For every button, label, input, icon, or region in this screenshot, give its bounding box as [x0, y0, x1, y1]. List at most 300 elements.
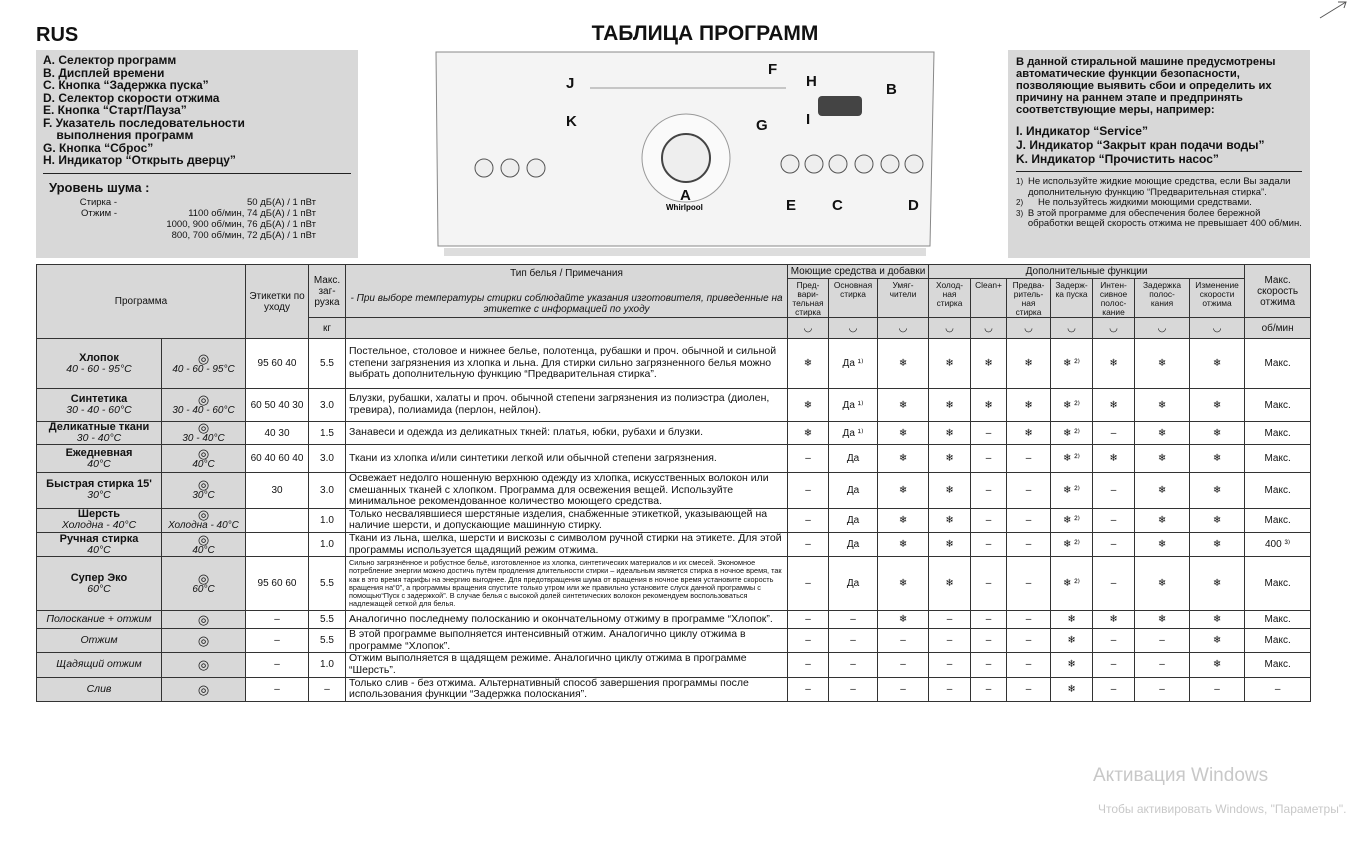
program-description: Только несвалявшиеся шерстяные изделия, снабженные этикеткой, указывающей на наличие шерсти, и допускающие машинную стирку.: [346, 508, 788, 532]
option-value: ❄: [929, 473, 971, 509]
table-row: [37, 677, 1311, 701]
table-row: [37, 473, 1311, 509]
noise-label: Стирка -: [79, 196, 117, 208]
footnote-text: Не используйте жидкие моющие средства, если Вы задали дополнительную функцию “Предварительная стирка”.: [1027, 176, 1291, 198]
option-value: ❄: [1135, 508, 1190, 532]
option-value: ❄: [929, 422, 971, 445]
option-value: –: [1093, 653, 1135, 677]
option-icon: ◡: [929, 318, 971, 339]
option-value: –: [1093, 508, 1135, 532]
legend-box: [36, 50, 358, 258]
option-icon: ◡: [788, 318, 829, 339]
option-value: ❄: [1135, 557, 1190, 611]
program-icon: ◎: [197, 633, 210, 649]
option-value: ❄: [971, 339, 1007, 389]
option-value: –: [788, 445, 829, 473]
program-title: Деликатные ткани: [48, 421, 150, 433]
option-value: ❄: [1051, 653, 1093, 677]
program-icon: ◎: [197, 612, 210, 628]
option-value: ❄: [1190, 629, 1245, 653]
legend-item: B. Дисплей времени: [43, 65, 165, 80]
option-value: Макс.: [1245, 445, 1311, 473]
max-load: 1.5: [309, 422, 346, 445]
table-row: [37, 653, 1311, 677]
header-care: Этикетки по уходу: [246, 265, 309, 339]
option-value: Да: [829, 445, 878, 473]
option-value: –: [971, 532, 1007, 556]
program-title: Полоскание + отжим: [46, 613, 152, 626]
option-value: Да ¹⁾: [829, 422, 878, 445]
program-name: [37, 508, 162, 532]
option-value: –: [1007, 557, 1051, 611]
care-labels: [246, 508, 309, 532]
header-row: [37, 265, 1311, 279]
footnote: [1016, 177, 1302, 198]
care-labels: –: [246, 677, 309, 701]
care-labels: 60 50 40 30: [246, 389, 309, 422]
option-value: –: [1190, 677, 1245, 701]
program-title: Щадящий отжим: [56, 658, 142, 671]
option-value: ❄: [929, 339, 971, 389]
max-load: 3.0: [309, 445, 346, 473]
program-icon: ◎: [197, 507, 210, 523]
option-value: ❄: [878, 422, 929, 445]
option-value: –: [829, 629, 878, 653]
brand-logo: Whirlpool: [666, 203, 703, 212]
label-a: A: [680, 187, 691, 204]
legend-item: A. Селектор программ: [43, 53, 177, 67]
max-load: 1.0: [309, 532, 346, 556]
option-value: –: [1135, 677, 1190, 701]
option-value: –: [1093, 629, 1135, 653]
label-b: B: [886, 81, 897, 98]
program-title: Синтетика: [70, 393, 128, 405]
program-icon-cell: [162, 557, 246, 611]
legend-item: D. Селектор скорости отжима: [43, 90, 220, 105]
option-icon: ◡: [1135, 318, 1190, 339]
option-value: –: [1135, 629, 1190, 653]
option-icon: ◡: [1051, 318, 1093, 339]
option-value: ❄ ²⁾: [1051, 557, 1093, 611]
program-name: [37, 339, 162, 389]
header-detergents: Моющие средства и добавки: [788, 265, 929, 279]
table-row: [37, 389, 1311, 422]
program-temp: 60°C: [87, 582, 111, 595]
spin-unit: об/мин: [1245, 318, 1311, 339]
program-table: [36, 264, 1311, 702]
program-description: Отжим выполняется в щадящем режиме. Аналогично циклу отжима в программе “Шерсть”.: [346, 653, 788, 677]
option-value: Макс.: [1245, 508, 1311, 532]
option-value: –: [878, 629, 929, 653]
program-icon: ◎: [197, 350, 210, 366]
care-labels: 95 60 40: [246, 339, 309, 389]
option-value: ❄: [1093, 611, 1135, 629]
table-row: [37, 422, 1311, 445]
legend-item: H. Индикатор “Открыть дверцу”: [43, 153, 236, 167]
indicator-item: K. Индикатор “Прочистить насос”: [1016, 152, 1219, 166]
option-value: ❄: [878, 532, 929, 556]
option-value: ❄ ²⁾: [1051, 389, 1093, 422]
option-value: Макс.: [1245, 611, 1311, 629]
option-value: –: [1093, 557, 1135, 611]
program-temp: 30 - 40 - 60°C: [66, 404, 132, 416]
option-value: ❄: [878, 389, 929, 422]
program-icon-cell: [162, 422, 246, 445]
option-value: Макс.: [1245, 629, 1311, 653]
option-value: –: [1007, 532, 1051, 556]
option-value: –: [1245, 677, 1311, 701]
noise-value: 50 дБ(A) / 1 пВт: [246, 196, 316, 208]
program-name: [37, 629, 162, 653]
program-description: Сильно загрязнённое и робустное бельё, изготовленное из хлопка, синтетических материалов и их смесей. Экономное потребление энергии можно достичь путём продления длительности стирки – идеальным является стирка в ночное время, так как в это время тарифы на энергию выгоднее. Для предотвращения шума от вращения в ночное время установите скорость вращения на“0”, а программы вращения спустите только утром или же правильно установите слуск данной программы с помощью“Пуск с задержкой”. В случае белья с высокой долей синтетических волокон рекомендуем воспользоваться надлежащей сеткой для белья.: [346, 557, 788, 611]
table-row: [37, 445, 1311, 473]
program-icon-cell: [162, 653, 246, 677]
table-row: [37, 557, 1311, 611]
option-value: ❄ ²⁾: [1051, 422, 1093, 445]
option-value: –: [788, 473, 829, 509]
header-spin: Макс. скорость отжима: [1245, 265, 1311, 318]
program-icon-temp: 30 - 40 - 60°C: [172, 405, 235, 416]
option-value: ❄: [1135, 532, 1190, 556]
noise-value: 1000, 900 об/мин, 76 дБ(A) / 1 пВт: [166, 218, 316, 230]
option-value: ❄: [929, 508, 971, 532]
option-value: ❄: [1190, 557, 1245, 611]
program-title: Слив: [86, 682, 112, 695]
label-h: H: [806, 73, 817, 90]
option-value: –: [829, 653, 878, 677]
table-row: [37, 339, 1311, 389]
option-value: ❄: [1190, 653, 1245, 677]
option-value: Да: [829, 532, 878, 556]
header-load: Макс. заг- рузка: [309, 265, 346, 318]
option-value: ❄ ²⁾: [1051, 473, 1093, 509]
option-value: –: [788, 557, 829, 611]
safety-text: В данной стиральной машине предусмотрены автоматические функции безопасности, позволяющие выявить сбои и определить их причину на раннем этапе и предпринять соответствующие меры, например:: [1016, 56, 1276, 116]
program-icon: ◎: [197, 420, 210, 435]
max-load: 3.0: [309, 389, 346, 422]
program-icon-cell: [162, 508, 246, 532]
program-description: Ткани из льна, шелка, шерсти и вискозы с символом ручной стирки на этикете. Для этой программы используется щадящий режим отжима.: [346, 532, 788, 556]
label-k: K: [566, 113, 577, 130]
subheader-cell: Clean+: [971, 279, 1007, 318]
option-value: ❄ ²⁾: [1051, 532, 1093, 556]
option-value: ❄: [1051, 677, 1093, 701]
option-value: ❄: [878, 611, 929, 629]
option-value: ❄: [1007, 389, 1051, 422]
subheader-cell: Интен- сивное полос- кание: [1093, 279, 1135, 318]
option-icon: ◡: [829, 318, 878, 339]
page-title: ТАБЛИЦА ПРОГРАММ: [591, 22, 819, 45]
option-value: ❄: [1190, 389, 1245, 422]
option-value: ❄: [1190, 611, 1245, 629]
option-value: Макс.: [1245, 339, 1311, 389]
option-value: Макс.: [1245, 422, 1311, 445]
legend-item: выполнения программ: [43, 128, 194, 142]
option-value: –: [788, 677, 829, 701]
option-value: –: [788, 532, 829, 556]
option-value: –: [829, 611, 878, 629]
noise-title: Уровень шума :: [49, 179, 150, 195]
label-c: C: [832, 197, 843, 214]
program-icon-temp: 30°C: [192, 490, 215, 502]
option-value: –: [1007, 508, 1051, 532]
watermark-title: Активация Windows: [1093, 765, 1269, 786]
option-value: –: [1093, 677, 1135, 701]
option-value: ❄: [1135, 339, 1190, 389]
care-labels: 95 60 60: [246, 557, 309, 611]
option-value: Макс.: [1245, 557, 1311, 611]
legend-item: E. Кнопка “Старт/Пауза”: [43, 103, 187, 117]
header-type: [346, 265, 788, 318]
max-load: 1.0: [309, 508, 346, 532]
subheader-cell: Умяг- чители: [878, 279, 929, 318]
care-labels: 40 30: [246, 422, 309, 445]
option-value: –: [971, 557, 1007, 611]
program-temp: 40°C: [87, 457, 111, 470]
table-row: [37, 629, 1311, 653]
label-f: F: [768, 61, 778, 78]
option-value: –: [971, 422, 1007, 445]
noise-row: [43, 230, 351, 241]
option-value: ❄: [788, 389, 829, 422]
option-value: Да ¹⁾: [829, 389, 878, 422]
option-value: ❄: [1093, 339, 1135, 389]
noise-row: [43, 219, 351, 230]
program-icon: ◎: [197, 392, 210, 407]
option-value: ❄: [1190, 473, 1245, 509]
program-description: В этой программе выполняется интенсивный отжим. Аналогично циклу отжима в программе “Хлопок”.: [346, 629, 788, 653]
option-value: ❄: [929, 557, 971, 611]
label-g: G: [756, 117, 768, 134]
option-icon: ◡: [1093, 318, 1135, 339]
control-panel-diagram: [430, 50, 940, 258]
option-value: ❄: [878, 339, 929, 389]
safety-box: [1008, 50, 1310, 258]
option-value: ❄: [1135, 611, 1190, 629]
program-icon-cell: [162, 445, 246, 473]
option-value: ❄: [1190, 445, 1245, 473]
subheader-cell: Пред- вари- тельная стирка: [788, 279, 829, 318]
program-icon-temp: 40°C: [192, 544, 215, 556]
max-load: 5.5: [309, 611, 346, 629]
legend-item: C. Кнопка “Задержка пуска”: [43, 78, 209, 92]
option-value: ❄: [1135, 473, 1190, 509]
option-value: –: [929, 653, 971, 677]
option-value: 400 ³⁾: [1245, 532, 1311, 556]
load-unit: кг: [309, 318, 346, 339]
table-row: [37, 611, 1311, 629]
program-icon: ◎: [197, 531, 210, 547]
program-name: [37, 532, 162, 556]
max-load: 5.5: [309, 629, 346, 653]
subheader-cell: Холод- ная стирка: [929, 279, 971, 318]
option-value: ❄: [1135, 389, 1190, 422]
option-value: ❄: [878, 445, 929, 473]
option-value: ❄: [1051, 629, 1093, 653]
option-value: –: [1007, 677, 1051, 701]
option-value: –: [1007, 653, 1051, 677]
option-value: ❄: [1190, 339, 1245, 389]
program-name: [37, 611, 162, 629]
program-title: Быстрая стирка 15': [46, 478, 152, 491]
care-labels: [246, 532, 309, 556]
option-value: ❄: [1135, 445, 1190, 473]
program-icon-cell: [162, 532, 246, 556]
option-value: Да: [829, 557, 878, 611]
subheader-cell: Задержка полос- кания: [1135, 279, 1190, 318]
option-value: –: [971, 508, 1007, 532]
header-program: Программа: [37, 265, 246, 339]
option-value: ❄ ²⁾: [1051, 508, 1093, 532]
max-load: 5.5: [309, 557, 346, 611]
option-value: –: [971, 445, 1007, 473]
program-name: [37, 653, 162, 677]
label-d: D: [908, 197, 919, 214]
program-name: [37, 422, 162, 445]
program-description: Ткани из хлопка и/или синтетики легкой или обычной степени загрязнения.: [346, 445, 788, 473]
option-value: –: [788, 653, 829, 677]
option-value: Макс.: [1245, 473, 1311, 509]
max-load: 1.0: [309, 653, 346, 677]
option-value: ❄: [1007, 422, 1051, 445]
subheader-cell: Изменение скорости отжима: [1190, 279, 1245, 318]
option-value: –: [788, 508, 829, 532]
table-row: [37, 532, 1311, 556]
option-value: –: [929, 629, 971, 653]
option-value: –: [1093, 532, 1135, 556]
option-value: –: [1007, 473, 1051, 509]
option-value: –: [971, 677, 1007, 701]
option-value: –: [929, 611, 971, 629]
option-icon: ◡: [971, 318, 1007, 339]
option-value: Да ¹⁾: [829, 339, 878, 389]
care-labels: –: [246, 629, 309, 653]
program-icon-cell: [162, 611, 246, 629]
option-value: ❄ ²⁾: [1051, 445, 1093, 473]
option-value: ❄: [878, 473, 929, 509]
option-value: ❄: [929, 389, 971, 422]
option-value: –: [1007, 611, 1051, 629]
program-temp: 30 - 40°C: [76, 432, 122, 444]
option-value: ❄: [1135, 422, 1190, 445]
program-icon-cell: [162, 629, 246, 653]
program-icon-cell: [162, 473, 246, 509]
footnote: [1016, 198, 1302, 209]
option-icon: ◡: [878, 318, 929, 339]
option-value: ❄: [878, 508, 929, 532]
option-value: ❄: [1093, 389, 1135, 422]
option-value: ❄: [929, 445, 971, 473]
program-icon-temp: 60°C: [192, 583, 215, 595]
program-icon-cell: [162, 389, 246, 422]
option-value: ❄: [1051, 611, 1093, 629]
header-options: Дополнительные функции: [929, 265, 1245, 279]
option-icon: ◡: [1190, 318, 1245, 339]
noise-label: [43, 230, 121, 241]
legend-item: F. Указатель последовательности: [43, 115, 245, 130]
option-value: –: [1007, 445, 1051, 473]
option-value: Макс.: [1245, 653, 1311, 677]
max-load: –: [309, 677, 346, 701]
label-j: J: [566, 75, 575, 92]
option-value: –: [1135, 653, 1190, 677]
footnote-text: Не пользуйтесь жидкими моющими средствами.: [1038, 197, 1252, 208]
label-e: E: [786, 197, 797, 214]
option-value: –: [971, 629, 1007, 653]
max-load: 3.0: [309, 473, 346, 509]
pen-mark-icon: [1318, 0, 1350, 20]
table-row: [37, 508, 1311, 532]
subheader-cell: Основная стирка: [829, 279, 878, 318]
option-value: ❄: [878, 557, 929, 611]
watermark-subtitle: Чтобы активировать Windows, "Параметры".: [1098, 802, 1347, 816]
noise-row: [43, 208, 351, 219]
max-load: 5.5: [309, 339, 346, 389]
program-icon-temp: 40 - 60 - 95°C: [172, 363, 235, 375]
program-icon-temp: Холодна - 40°C: [168, 520, 239, 532]
care-labels: 60 40 60 40: [246, 445, 309, 473]
option-value: ❄: [929, 532, 971, 556]
noise-label: Отжим -: [80, 207, 117, 219]
program-temp: Холодна - 40°C: [61, 519, 137, 532]
care-labels: –: [246, 611, 309, 629]
program-name: [37, 445, 162, 473]
option-value: –: [878, 653, 929, 677]
option-value: Да: [829, 508, 878, 532]
program-temp: 40°C: [87, 543, 111, 556]
option-value: –: [788, 611, 829, 629]
footnote: [1016, 209, 1302, 230]
footnote-text: В этой программе для обеспечения более бережной обработки вещей скорость отжима не превышает 400 об/мин.: [1027, 207, 1302, 229]
program-name: [37, 677, 162, 701]
program-description: Блузки, рубашки, халаты и проч. обычной степени загрязнения из полиэстра (диолен, тревира), полиамида (перлон, нейлон).: [346, 389, 788, 422]
type-spacer: [346, 318, 788, 339]
program-temp: 30°C: [87, 489, 111, 502]
option-value: ❄: [1190, 422, 1245, 445]
program-icon-temp: 40°C: [192, 458, 215, 470]
program-icon: ◎: [197, 445, 210, 461]
subheader-cell: Задерж- ка пуска: [1051, 279, 1093, 318]
program-name: [37, 389, 162, 422]
program-icon: ◎: [197, 681, 210, 697]
program-title: Хлопок: [79, 351, 119, 364]
option-value: ❄: [788, 339, 829, 389]
option-value: –: [971, 473, 1007, 509]
indicator-item: I. Индикатор “Service”: [1016, 124, 1148, 138]
option-value: –: [788, 629, 829, 653]
subheader-cell: Предва- ритель- ная стирка: [1007, 279, 1051, 318]
noise-value: 800, 700 об/мин, 72 дБ(A) / 1 пВт: [171, 229, 316, 241]
option-icon: ◡: [1007, 318, 1051, 339]
noise-label: [43, 219, 121, 230]
program-icon-cell: [162, 677, 246, 701]
language-code: RUS: [36, 24, 79, 46]
program-title: Отжим: [80, 634, 118, 647]
footnote-number: 3): [1016, 208, 1024, 218]
option-value: ❄: [1190, 532, 1245, 556]
option-value: ❄: [971, 389, 1007, 422]
option-value: Макс.: [1245, 389, 1311, 422]
option-value: –: [829, 677, 878, 701]
program-description: Занавеси и одежда из деликатных ткней: платья, юбки, рубахи и блузки.: [346, 422, 788, 445]
option-value: Да: [829, 473, 878, 509]
option-value: ❄: [1190, 508, 1245, 532]
option-value: ❄: [788, 422, 829, 445]
option-value: ❄ ²⁾: [1051, 339, 1093, 389]
footnote-number: 1): [1016, 177, 1024, 186]
label-i: I: [806, 111, 811, 128]
option-value: –: [878, 677, 929, 701]
